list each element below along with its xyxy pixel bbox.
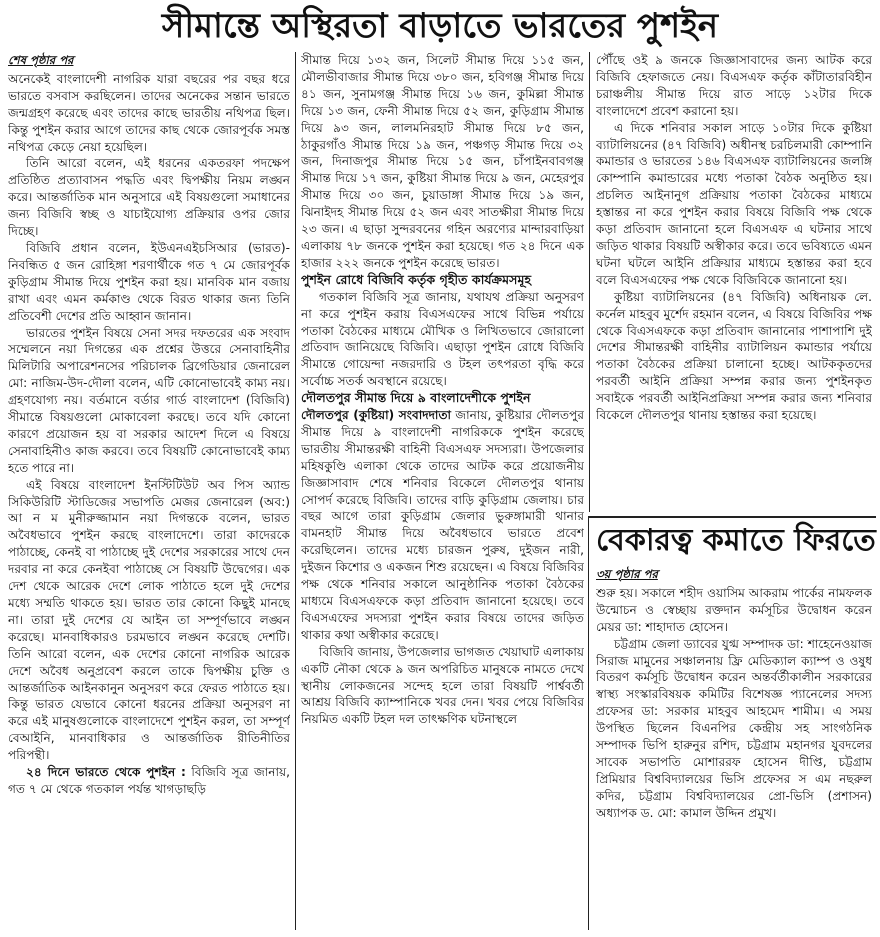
paragraph: পৌঁছে ওই ৯ জনকে জিজ্ঞাসাবাদের জন্য আটক করে বিজিবি হেফাজতে নেয়। বিএসএফ কর্তৃক কাঁটাতারবিহীন চরাঞ্চলীয় সীমান্ত দিয়ে রাত সাড়ে ১২টার দিকে বাংলাদেশে প্রবেশ করানো হয়। [596, 53, 872, 118]
paragraph [301, 407, 584, 644]
paragraph: ভারতের পুশইন বিষয়ে সেনা সদর দফতরের এক সংবাদ সম্মেলনে নয়া দিগন্তের এক প্রশ্নের উত্তরে সেনাবাহিনীর মিলিটারি অপারেশনসের পরিচালক ব্রিগেডিয়ার জেনারেল মো: নাজিম-উদ-দৌলা বলেন, এটি কোনোভাবেই কাম্য নয়। গ্রহণযোগ্য নয়। বর্তমানে বর্ডার গার্ড বাংলাদেশ (বিজিবি) সীমান্তে বিষয়গুলো মোকাবেলা করছে। তবে যদি কোনো কারণে প্রয়োজন হয় বা সরকার আদেশ দিলে এ বিষয়ে সেনাবাহিনীও কাজ করবে। তবে বিষয়টি কোনোভাবেই কাম্য হতে পারে না। [8, 325, 290, 475]
paragraph: বিজিবি প্রধান বলেন, ইউএনএইচসিআর (ভারত)-নিবন্ধিত ৫ জন রোহিঙ্গা শরণার্থীকে গত ৭ মে জোরপূর্বক কুড়িগ্রাম সীমান্ত দিয়ে পুশইন করা হয়। মানবিক মান বজায় রাখা এবং এমন কর্মকাণ্ড থেকে বিরত থাকার জন্য তিনি প্রতিবেশী দেশের প্রতি আহ্বান জানান। [8, 240, 290, 323]
paragraph: তিনি আরো বলেন, এই ধরনের একতরফা পদক্ষেপ প্রতিষ্ঠিত প্রত্যাবাসন পদ্ধতি এবং দ্বিপক্ষীয় নিয়ম লঙ্ঘন করে। আন্তর্জাতিক মান অনুসারে এই বিষয়গুলো সমাধানের জন্য বিজিবি স্বচ্ছ ও যাচাইযোগ্য প্রক্রিয়ার ওপর জোর দিচ্ছে। [8, 156, 290, 239]
continued-from-label: ৩য় পৃষ্ঠার পর [596, 567, 658, 581]
paragraph: চট্টগ্রাম জেলা ড্যাবের যুগ্ম সম্পাদক ডা: শাহেনেওয়াজ সিরাজ মামুনের সঞ্চালনায় ফ্রি মেডিক্যাল ক্যাম্প ও ওষুধ বিতরণ কর্মসূচি উদ্বোধন করেন অন্তর্বর্তীকালীন সরকারের স্বাস্থ্য সংস্কারবিষয়ক কমিটির বিশেষজ্ঞ প্যানেলের সদস্য প্রফেসর ডা: সরকার মাহবুব আহমেদ শামীম। এ সময় উপস্থিত ছিলেন বিএনপির কেন্দ্রীয় সহ সাংগঠনিক সম্পাদক ভিপি হারুনুর রশিদ, চট্টগ্রাম মহানগর যুবদলের সাবেক সভাপতি মোশাররফ হোসেন দীপ্তি, চট্টগ্রাম প্রিমিয়ার বিশ্ববিদ্যালয়ের ভিসি প্রফেসর স এম নছরুল কদির, চট্টগ্রাম বিশ্ববিদ্যালয়ের প্রো-ভিসি (প্রশাসন) অধ্যাপক ড. মো: কামাল উদ্দিন প্রমুখ। [596, 636, 872, 820]
subheading: পুশইন রোধে বিজিবি কর্তৃক গৃহীত কার্যক্রমসমূহ [301, 271, 532, 287]
paragraph: সীমান্ত দিয়ে ১৩২ জন, সিলেট সীমান্ত দিয়ে ১১৫ জন, মৌলভীবাজার সীমান্ত দিয়ে ৩৮০ জন, হবিগঞ্জ সীমান্ত দিয়ে ৪১ জন, সুনামগঞ্জ সীমান্ত দিয়ে ১৬ জন, কুমিল্লা সীমান্ত দিয়ে ১৩ জন, ফেনী সীমান্ত দিয়ে ৫২ জন, কুড়িগ্রাম সীমান্ত দিয়ে ৯৩ জন, লালমনিরহাট সীমান্ত দিয়ে ৮৫ জন, ঠাকুরগাঁও সীমান্ত দিয়ে ১৯ জন, পঞ্চগড় সীমান্ত দিয়ে ৩২ জন, দিনাজপুর সীমান্ত দিয়ে ১৫ জন, চাঁপাইনবাবগঞ্জ সীমান্ত দিয়ে ১৭ জন, কুষ্টিয়া সীমান্ত দিয়ে ৯ জন, মেহেরপুর সীমান্ত দিয়ে ৩০ জন, চুয়াডাঙ্গা সীমান্ত দিয়ে ১৯ জন, ঝিনাইদহ সীমান্ত দিয়ে ৫২ জন এবং সাতক্ষীরা সীমান্ত দিয়ে ২৩ জন। এ ছাড়া সুন্দরবনের গহিন অরণ্যের মান্দারবাড়িয়া এলাকায় ৭৮ জনকে পুশইন করা হয়েছে। গত ২৪ দিনে এক হাজার ২২২ জনকে পুশইন করেছে ভারত। [301, 53, 584, 270]
paragraph-text: জানায়, কুষ্টিয়ার দৌলতপুর সীমান্ত দিয়ে ৯ বাংলাদেশী নাগরিককে পুশইন করেছে ভারতীয় সীমান্তরক্ষী বাহিনী বিএসএফ সদস্যরা। উপজেলার মহিষকুণ্ডি এলাকা থেকে তাদের আটক করে প্রয়োজনীয় জিজ্ঞাসাবাদ শেষে শনিবার বিকেলে দৌলতপুর থানায় সোপর্দ করেছে বিজিবি। তাদের বাড়ি কুড়িগ্রাম জেলায়। চার বছর আগে তারা কুড়িগ্রাম জেলার ভুরুঙ্গামারী থানার বামনহাট সীমান্ত দিয়ে অবৈধভাবে ভারতে প্রবেশ করেছিলেন। তাদের মধ্যে চারজন পুরুষ, দুইজন নারী, দুইজন কিশোর ও একজন শিশু রয়েছেন। এ বিষয়ে বিজিবির পক্ষ থেকে শনিবার সকালে আনুষ্ঠানিক পতাকা বৈঠকের মাধ্যমে বিএসএফকে কড়া প্রতিবাদ জানানো হয়েছে। তবে বিএসএফের সদস্যরা পুশইন করার বিষয়ে তাদের জড়িত থাকার কথা অস্বীকার করেছে। [301, 408, 584, 642]
column-divider [589, 52, 590, 512]
paragraph [8, 764, 290, 798]
subhead-inline: ২৪ দিনে ভারতে থেকে পুশইন : [26, 765, 186, 780]
correspondent-byline: দৌলতপুর (কুষ্টিয়া) সংবাদদাতা [301, 408, 452, 423]
paragraph: এই বিষয়ে বাংলাদেশ ইনস্টিটিউট অব পিস অ্যান্ড সিকিউরিটি স্টাডিজের সভাপতি মেজর জেনারেল (অব:) আ ন ম মুনীরুজ্জামান নয়া দিগন্তকে বলেন, ভারত অবৈধভাবে পুশইন করছে বাংলাদেশে। তারা কাদেরকে পাঠাচ্ছে, কেনই বা পাঠাচ্ছে দুই দেশের সরকারের সাথে দেন দরবার না করে কেনইবা পাঠাচ্ছে সে বিষয়টি উদ্বেগের। এক দেশ থেকে আরেক দেশে লোক পাঠাতে হলে দুই দেশের মধ্যে সম্মতি থাকতে হয়। ভারত তার কোনো কিছুই মানছে না। তারা দুই দেশের যে আইন তা সম্পূর্ণভাবে লঙ্ঘন করেছে। মানবাধিকারও চরমভাবে লঙ্ঘন করেছে দেশটি। তিনি আরো বলেন, এক দেশের কোনো নাগরিক আরেক দেশে অবৈধ অনুপ্রবেশ করলে তাকে দ্বিপক্ষীয় চুক্তি ও আন্তর্জাতিক আইনকানুন অনুসরণ করে ফেরত পাঠাতে হয়। কিন্তু ভারত যেভাবে কোনো ধরনের প্রক্রিয়া অনুসরণ না করে এই মানুষগুলোকে বাংলাদেশে পুশইন করল, তা সম্পূর্ণ বেআইনি, মানবাধিকার ও আন্তর্জাতিক রীতিনীতির পরিপন্থী। [8, 477, 290, 763]
paragraph-text: বিজিবি সূত্র জানায়, গত ৭ মে থেকে গতকাল পর্যন্ত খাগড়াছড়ি [8, 765, 290, 796]
second-article-body [596, 566, 872, 926]
article-headline: সীমান্তে অস্থিরতা বাড়াতে ভারতের পুশইন [161, 6, 719, 46]
article-column-1 [8, 52, 290, 930]
paragraph: অনেকেই বাংলাদেশী নাগরিক যারা বছরের পর বছর ধরে ভারতে বসবাস করছিলেন। তাদের অনেকের সন্তান ভারতে জন্মগ্রহণ করেছে এবং তাদের কাছে ভারতীয় নথিপত্র ছিল। কিন্তু পুশইন করার আগে তাদের কাছ থেকে জোরপূর্বক সমস্ত নথিপত্র কেড়ে নেয়া হয়েছিল। [8, 71, 290, 154]
paragraph: বিজিবি জানায়, উপজেলার ভাগজত খেয়াঘাট এলাকায় একটি নৌকা থেকে ৯ জন অপরিচিত মানুষকে নামতে দেখে স্থানীয় লোকজনের সন্দেহ হলে তারা বিষয়টি পার্শ্ববর্তী আশ্রয় বিজিবি ক্যাম্পানিকে খবর দেন। খবর পেয়ে বিজিবির নিয়মিত একটি টহল দল তাৎক্ষণিক ঘটনাস্থলে [301, 644, 584, 727]
paragraph: গতকাল বিজিবি সূত্র জানায়, যথাযথ প্রক্রিয়া অনুসরণ না করে পুশইন করায় বিএসএফের সাথে বিভিন্ন পর্যায়ে পতাকা বৈঠকের মাধ্যমে মৌখিক ও লিখিতভাবে জোরালো প্রতিবাদ জানিয়েছে বিজিবি। এছাড়া পুশইন রোধে বিজিবি সীমান্তে গোয়েন্দা নজরদারি ও টহল তৎপরতা বৃদ্ধি করে সর্বোচ্চ সতর্ক অবস্থানে রয়েছে। [301, 289, 584, 389]
subheading: দৌলতপুর সীমান্ত দিয়ে ৯ বাংলাদেশীকে পুশইন [301, 390, 531, 406]
article-column-3 [596, 52, 872, 510]
continued-from-label: শেষ পৃষ্ঠার পর [8, 53, 74, 67]
article-column-2 [301, 52, 584, 930]
paragraph: কুষ্টিয়া ব্যাটালিয়নের (৪৭ বিজিবি) অধিনায়ক লে. কর্নেল মাহবুব মুর্শেদ রহমান বলেন, এ বিষয়ে বিজিবির পক্ষ থেকে বিএসএফকে কড়া প্রতিবাদ জানানোর পাশাপাশি দুই দেশের সীমান্তরক্ষী বাহিনীর ব্যাটালিয়ন কমান্ডার পর্যায়ে পতাকা বৈঠকের প্রক্রিয়া চালানো হচ্ছে। আটককৃতদের পরবর্তী আইনি প্রক্রিয়া সম্পন্ন করার জন্য পুশইনকৃত সবাইকে পরবর্তী আইনিপ্রক্রিয়া সম্পন্ন করার জন্য শনিবার বিকেলে দৌলতপুর থানায় হস্তান্তর করা হয়েছে। [596, 289, 872, 423]
column-divider [295, 52, 296, 930]
paragraph: শুরু হয়। সকালে শহীদ ওয়াসিম আকরাম পার্কের নামফলক উন্মোচন ও স্বেচ্ছায় রক্তদান কর্মসূচির উদ্বোধন করেন মেয়র ডা: শাহাদাত হোসেন। [596, 585, 872, 634]
second-article-headline: বেকারত্ব কমাতে ফিরতে [596, 523, 876, 558]
paragraph: এ দিকে শনিবার সকাল সাড়ে ১০টার দিকে কুষ্টিয়া ব্যাটালিয়নের (৪৭ বিজিবি) অধীনস্থ চরচিলমারী কোম্পানি কমান্ডার ও ভারতের ১৪৬ বিএসএফ ব্যাটালিয়নের জলঙ্গি কোম্পানি কমান্ডারের মধ্যে পতাকা বৈঠক অনুষ্ঠিত হয়। প্রচলিত আইনানুগ প্রক্রিয়ায় পতাকা বৈঠকের মাধ্যমে হস্তান্তর না করে পুশইন করার বিষয়ে বিজিবি পক্ষ থেকে কড়া প্রতিবাদ জানানো হলে বিএসএফ এ ঘটনার সাথে জড়িত থাকার বিষয়টি অস্বীকার করে। তবে ভবিষ্যতে এমন ঘটনা ঘটলে আইনি প্রক্রিয়ার মাধ্যমে হস্তান্তর করা হবে বলে বিএসএফের পক্ষ থেকে বিজিবিকে জানানো হয়। [596, 120, 872, 287]
box-divider [588, 516, 589, 930]
